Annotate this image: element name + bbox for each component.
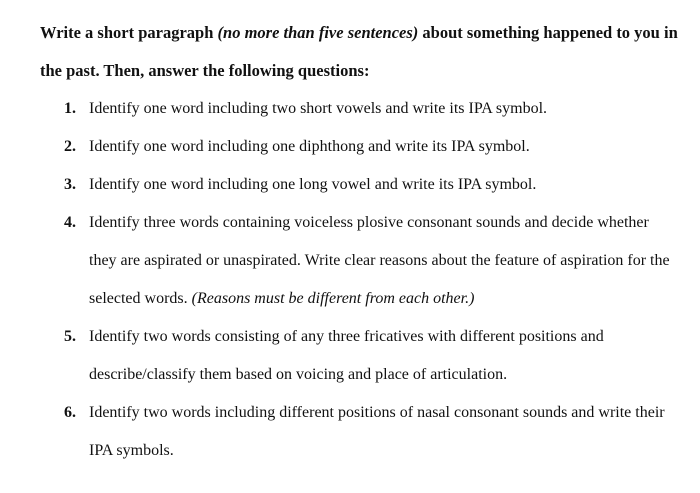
document-page <box>40 0 680 470</box>
question-number: 6. <box>64 404 76 421</box>
question-number: 3. <box>64 176 76 193</box>
question-number: 4. <box>64 214 76 231</box>
questions-list <box>40 90 680 470</box>
question-text: Identify two words consisting of any three fricatives with different positions and describe/classify them based on voicing and place of articulation. <box>89 328 604 383</box>
instructions-paragraph <box>40 0 680 90</box>
instructions-text-start: Write a short paragraph <box>40 23 218 42</box>
question-text: Identify one word including one long vowel and write its IPA symbol. <box>89 176 537 193</box>
question-text: Identify three words containing voiceless plosive consonant sounds and decide whether they are aspirated or unaspirated. Write clear reasons about the feature of aspiration for the selected words. <box>89 214 670 307</box>
instructions-text-end: about something happened to you in the past. Then, answer the following questions: <box>40 23 678 80</box>
question-item-6 <box>40 394 680 470</box>
question-text: Identify one word including one diphthong and write its IPA symbol. <box>89 138 530 155</box>
question-italic-note: (Reasons must be different from each other.) <box>191 290 475 307</box>
question-number: 5. <box>64 328 76 345</box>
question-item-3 <box>40 166 680 204</box>
question-item-1 <box>40 90 680 128</box>
question-item-5 <box>40 318 680 394</box>
question-number: 1. <box>64 100 76 117</box>
question-text: Identify two words including different positions of nasal consonant sounds and write their IPA symbols. <box>89 404 665 459</box>
question-item-4 <box>40 204 680 318</box>
question-number: 2. <box>64 138 76 155</box>
question-text: Identify one word including two short vowels and write its IPA symbol. <box>89 100 548 117</box>
question-item-2 <box>40 128 680 166</box>
instructions-italic-note: (no more than five sentences) <box>217 23 419 42</box>
